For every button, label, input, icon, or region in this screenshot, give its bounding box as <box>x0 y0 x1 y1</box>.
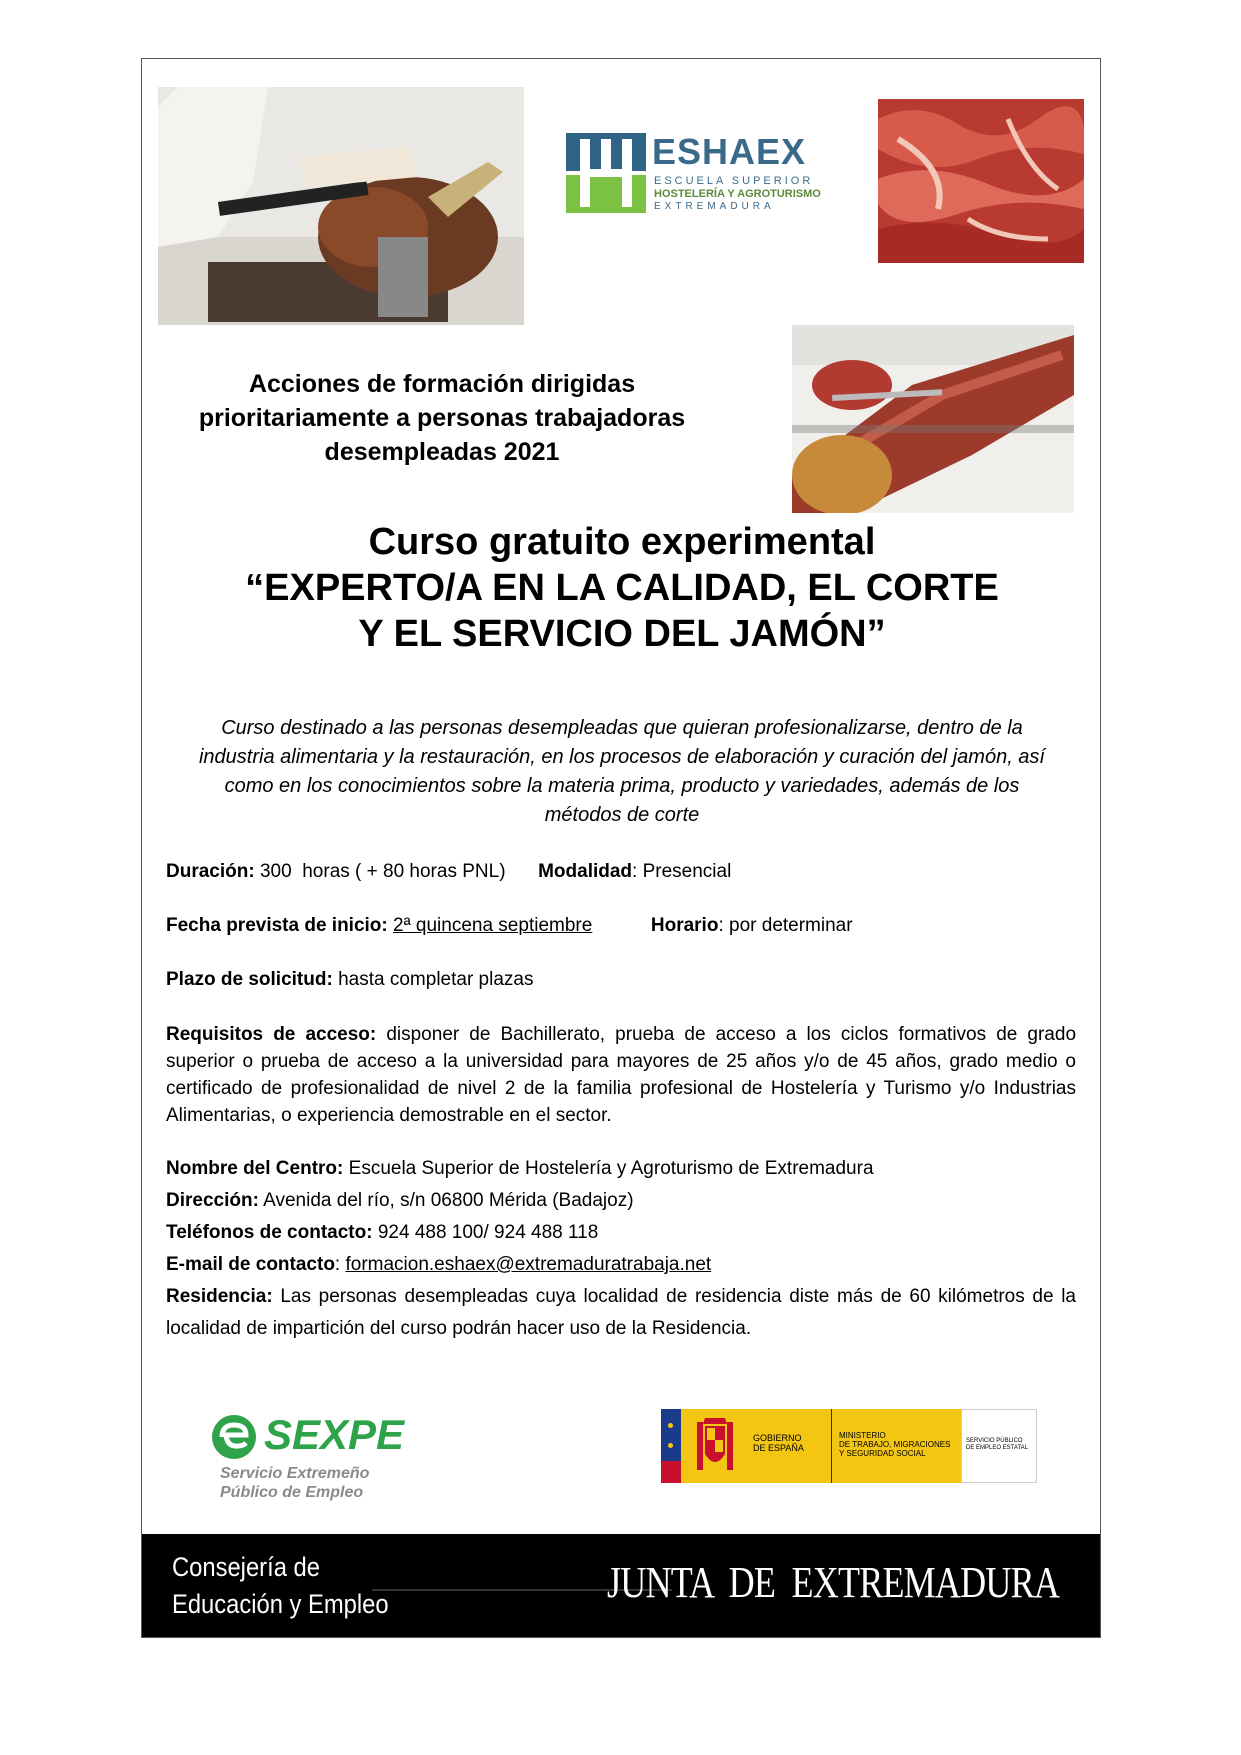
title-line-3: Y EL SERVICIO DEL JAMÓN” <box>358 613 886 655</box>
course-description <box>172 714 1072 830</box>
sexpe-logo <box>208 1411 408 1511</box>
title-line-1: Curso gratuito experimental <box>368 521 876 563</box>
horario-label: Horario <box>650 915 719 936</box>
subtitle-line-3: desempleadas 2021 <box>324 438 560 466</box>
plazo-value: hasta completar plazas <box>338 969 534 990</box>
centro-row <box>166 1153 1076 1185</box>
photo-ham-leg <box>792 325 1074 513</box>
description-line-4: métodos de corte <box>544 804 700 826</box>
modalidad-value: : Presencial <box>632 861 732 882</box>
telefonos-value: 924 488 100/ 924 488 118 <box>377 1222 599 1243</box>
duracion-row <box>166 858 1076 885</box>
direccion-value: Avenida del río, s/n 06800 Mérida (Badajoz) <box>263 1190 634 1211</box>
duracion-value: 300 horas ( + 80 horas PNL) <box>259 861 506 882</box>
sexpe-e-icon <box>208 1413 260 1461</box>
consejeria-line-2: Educación y Empleo <box>172 1589 389 1619</box>
gobierno-text: GOBIERNO DE ESPAÑA <box>753 1433 804 1453</box>
eu-flag-strip <box>661 1409 681 1483</box>
subtitle <box>172 367 712 469</box>
residencia-value: Las personas desempleadas cuya localidad de residencia diste más de 60 kilómetros de la localidad de impartición del curso podrán hacer uso de la Residencia. <box>166 1286 1077 1339</box>
eshaex-emblem-icon <box>566 133 646 213</box>
gobierno-logo <box>661 1409 1037 1483</box>
plazo-label: Plazo de solicitud: <box>166 969 333 990</box>
centro-value: Escuela Superior de Hostelería y Agroturismo de Extremadura <box>348 1158 874 1179</box>
eshaex-name: ESHAEX <box>652 131 807 172</box>
sepe-box: SERVICIO PÚBLICO DE EMPLEO ESTATAL <box>961 1409 1037 1483</box>
email-label: E-mail de contacto <box>166 1254 335 1275</box>
subtitle-line-1: Acciones de formación dirigidas <box>248 370 636 398</box>
centro-label: Nombre del Centro: <box>166 1158 344 1179</box>
requisitos-value: disponer de Bachillerato, prueba de acceso a los ciclos formativos de grado superior o prueba de acceso a la universidad para mayores de 25 años y/o de 45 años, grado medio o certificado de profesionalidad de nivel 2 de la familia profesional de Hostelería y Turismo y/o Industrias Alimentarias, o experiencia demostrable en el sector. <box>166 1024 1077 1126</box>
direccion-row <box>166 1185 1076 1217</box>
fecha-value: 2ª quincena septiembre <box>393 915 593 936</box>
eshaex-logo <box>566 133 866 213</box>
residencia-label: Residencia: <box>166 1286 273 1307</box>
fecha-label: Fecha prevista de inicio: <box>166 915 388 936</box>
modalidad-label: Modalidad <box>538 861 633 882</box>
description-line-1: Curso destinado a las personas desempleadas que quieran profesionalizarse, dentro de la <box>221 717 1023 739</box>
email-row <box>166 1249 1076 1281</box>
consejeria-line-1: Consejería de <box>172 1552 320 1582</box>
direccion-label: Dirección: <box>166 1190 259 1211</box>
flyer <box>141 58 1101 1638</box>
description-line-3: como en los conocimientos sobre la materia prima, producto y variedades, además de los <box>224 775 1020 797</box>
requisitos-label: Requisitos de acceso: <box>166 1024 377 1045</box>
telefonos-label: Teléfonos de contacto: <box>166 1222 373 1243</box>
photo-sliced-ham <box>878 99 1084 263</box>
email-sep: : <box>334 1254 346 1275</box>
sexpe-name: SEXPE <box>264 1411 405 1458</box>
coat-of-arms-icon <box>693 1414 737 1478</box>
eshaex-line2: HOSTELERÍA Y AGROTURISMO <box>654 188 821 200</box>
ministerio-text: MINISTERIO DE TRABAJO, MIGRACIONES Y SEGURIDAD SOCIAL <box>839 1431 951 1458</box>
plazo-row <box>166 966 1076 993</box>
sexpe-line1: Servicio Extremeño <box>220 1465 370 1482</box>
eshaex-line3: EXTREMADURA <box>654 201 775 212</box>
telefonos-row <box>166 1217 1076 1249</box>
horario-value: : por determinar <box>718 915 853 936</box>
fecha-row <box>166 912 1076 939</box>
subtitle-line-2: prioritariamente a personas trabajadoras <box>198 404 686 432</box>
photo-ham-carving <box>158 87 524 325</box>
course-title <box>142 519 1101 657</box>
residencia-row <box>166 1281 1076 1345</box>
requisitos-row <box>166 1021 1076 1129</box>
sexpe-line2: Público de Empleo <box>220 1484 364 1501</box>
email-link[interactable]: formacion.eshaex@extremaduratrabaja.net <box>345 1254 712 1275</box>
eshaex-line1: ESCUELA SUPERIOR <box>654 175 814 187</box>
description-line-2: industria alimentaria y la restauración, en los procesos de elaboración y curación del jamón, así <box>198 746 1045 768</box>
consejeria-text <box>172 1549 389 1623</box>
title-line-2: “EXPERTO/A EN LA CALIDAD, EL CORTE <box>245 567 999 609</box>
contact-block <box>166 1153 1076 1345</box>
junta-text: JUNTA DE EXTREMADURA <box>607 1558 1060 1607</box>
duracion-label: Duración: <box>166 861 255 882</box>
